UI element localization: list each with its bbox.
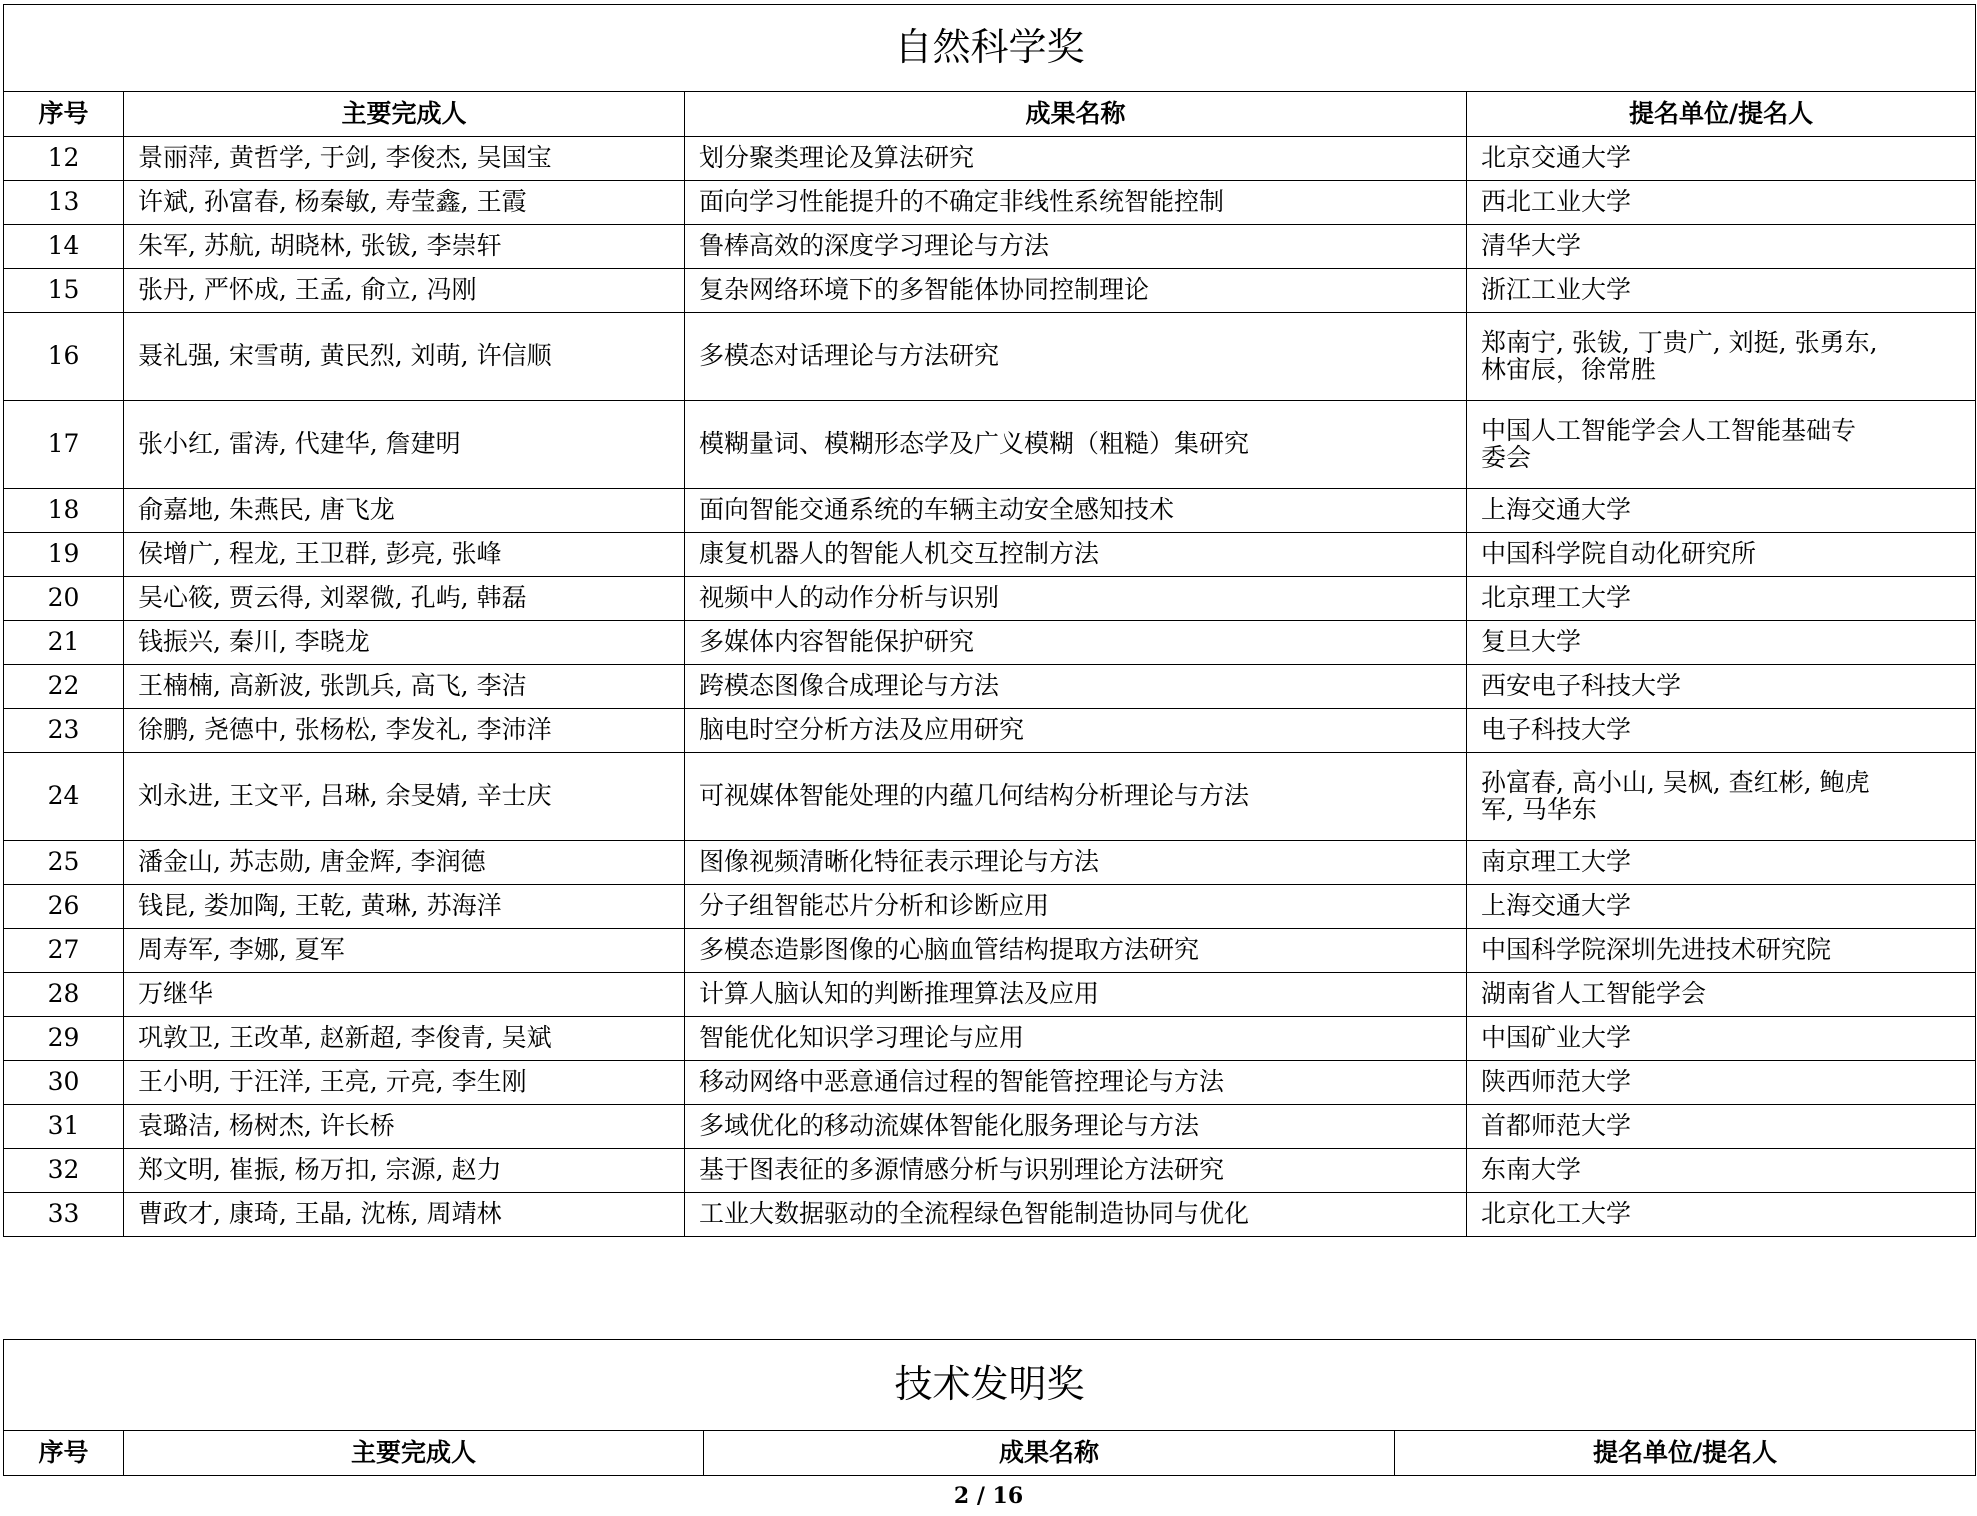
row-number: 33 <box>4 1193 124 1237</box>
row-people: 王小明, 于汪洋, 王亮, 亓亮, 李生刚 <box>124 1061 685 1105</box>
row-number: 29 <box>4 1017 124 1061</box>
nominator-line: 军, 马华东 <box>1481 794 1597 824</box>
table-row <box>4 1017 1976 1061</box>
header-no: 序号 <box>4 92 124 137</box>
table-row <box>4 621 1976 665</box>
row-number: 28 <box>4 973 124 1017</box>
table-row <box>4 841 1976 885</box>
row-nominator: 北京交通大学 <box>1467 137 1976 181</box>
row-nominator <box>1467 401 1976 489</box>
row-nominator: 中国矿业大学 <box>1467 1017 1976 1061</box>
row-number: 24 <box>4 753 124 841</box>
header-nominator: 提名单位/提名人 <box>1395 1431 1976 1476</box>
table-row <box>4 401 1976 489</box>
row-people: 朱军, 苏航, 胡晓林, 张钹, 李崇轩 <box>124 225 685 269</box>
row-people: 周寿军, 李娜, 夏军 <box>124 929 685 973</box>
row-number: 32 <box>4 1149 124 1193</box>
row-number: 19 <box>4 533 124 577</box>
row-nominator: 西安电子科技大学 <box>1467 665 1976 709</box>
row-nominator: 中国科学院自动化研究所 <box>1467 533 1976 577</box>
row-result: 图像视频清晰化特征表示理论与方法 <box>685 841 1467 885</box>
table-row <box>4 665 1976 709</box>
row-number: 18 <box>4 489 124 533</box>
row-people: 钱昆, 娄加陶, 王乾, 黄琳, 苏海洋 <box>124 885 685 929</box>
row-result: 跨模态图像合成理论与方法 <box>685 665 1467 709</box>
row-nominator: 南京理工大学 <box>1467 841 1976 885</box>
header-people: 主要完成人 <box>124 92 685 137</box>
row-number: 17 <box>4 401 124 489</box>
table-row <box>4 181 1976 225</box>
row-people: 曹政才, 康琦, 王晶, 沈栋, 周靖林 <box>124 1193 685 1237</box>
natural-science-award-table <box>3 4 1976 1237</box>
row-result: 智能优化知识学习理论与应用 <box>685 1017 1467 1061</box>
row-result: 康复机器人的智能人机交互控制方法 <box>685 533 1467 577</box>
header-result: 成果名称 <box>685 92 1467 137</box>
row-nominator: 上海交通大学 <box>1467 885 1976 929</box>
table-row <box>4 929 1976 973</box>
row-result: 多模态造影图像的心脑血管结构提取方法研究 <box>685 929 1467 973</box>
row-people: 聂礼强, 宋雪萌, 黄民烈, 刘萌, 许信顺 <box>124 313 685 401</box>
row-nominator: 首都师范大学 <box>1467 1105 1976 1149</box>
technology-invention-award-table <box>3 1339 1976 1476</box>
table-row <box>4 313 1976 401</box>
row-people: 钱振兴, 秦川, 李晓龙 <box>124 621 685 665</box>
row-number: 26 <box>4 885 124 929</box>
row-result: 划分聚类理论及算法研究 <box>685 137 1467 181</box>
row-result: 多模态对话理论与方法研究 <box>685 313 1467 401</box>
row-nominator: 西北工业大学 <box>1467 181 1976 225</box>
table-header-row <box>4 92 1976 137</box>
row-result: 脑电时空分析方法及应用研究 <box>685 709 1467 753</box>
row-people: 张小红, 雷涛, 代建华, 詹建明 <box>124 401 685 489</box>
row-result: 可视媒体智能处理的内蕴几何结构分析理论与方法 <box>685 753 1467 841</box>
row-people: 巩敦卫, 王改革, 赵新超, 李俊青, 吴斌 <box>124 1017 685 1061</box>
row-number: 20 <box>4 577 124 621</box>
row-people: 刘永进, 王文平, 吕琳, 余旻婧, 辛士庆 <box>124 753 685 841</box>
row-people: 徐鹏, 尧德中, 张杨松, 李发礼, 李沛洋 <box>124 709 685 753</box>
row-nominator: 北京化工大学 <box>1467 1193 1976 1237</box>
row-number: 23 <box>4 709 124 753</box>
table-row <box>4 1193 1976 1237</box>
row-nominator: 中国科学院深圳先进技术研究院 <box>1467 929 1976 973</box>
section-title: 自然科学奖 <box>4 5 1976 92</box>
row-number: 21 <box>4 621 124 665</box>
row-people: 潘金山, 苏志勋, 唐金辉, 李润德 <box>124 841 685 885</box>
table-row <box>4 709 1976 753</box>
row-nominator: 清华大学 <box>1467 225 1976 269</box>
row-people: 袁璐洁, 杨树杰, 许长桥 <box>124 1105 685 1149</box>
row-nominator: 北京理工大学 <box>1467 577 1976 621</box>
row-result: 面向智能交通系统的车辆主动安全感知技术 <box>685 489 1467 533</box>
row-nominator: 复旦大学 <box>1467 621 1976 665</box>
row-nominator: 湖南省人工智能学会 <box>1467 973 1976 1017</box>
row-people: 郑文明, 崔振, 杨万扣, 宗源, 赵力 <box>124 1149 685 1193</box>
row-nominator: 上海交通大学 <box>1467 489 1976 533</box>
row-people: 吴心筱, 贾云得, 刘翠微, 孔屿, 韩磊 <box>124 577 685 621</box>
row-result: 移动网络中恶意通信过程的智能管控理论与方法 <box>685 1061 1467 1105</box>
row-number: 15 <box>4 269 124 313</box>
row-people: 景丽萍, 黄哲学, 于剑, 李俊杰, 吴国宝 <box>124 137 685 181</box>
row-result: 复杂网络环境下的多智能体协同控制理论 <box>685 269 1467 313</box>
section-title: 技术发明奖 <box>4 1340 1976 1431</box>
table-row <box>4 1061 1976 1105</box>
nominator-line: 林宙辰，徐常胜 <box>1481 354 1657 384</box>
table-row <box>4 1149 1976 1193</box>
row-people: 万继华 <box>124 973 685 1017</box>
row-nominator: 陕西师范大学 <box>1467 1061 1976 1105</box>
table-row <box>4 577 1976 621</box>
row-number: 14 <box>4 225 124 269</box>
table-row <box>4 269 1976 313</box>
row-number: 27 <box>4 929 124 973</box>
row-people: 张丹, 严怀成, 王孟, 俞立, 冯刚 <box>124 269 685 313</box>
row-people: 王楠楠, 高新波, 张凯兵, 高飞, 李洁 <box>124 665 685 709</box>
row-result: 面向学习性能提升的不确定非线性系统智能控制 <box>685 181 1467 225</box>
row-nominator <box>1467 753 1976 841</box>
row-result: 鲁棒高效的深度学习理论与方法 <box>685 225 1467 269</box>
table-row <box>4 885 1976 929</box>
row-result: 多媒体内容智能保护研究 <box>685 621 1467 665</box>
row-result: 模糊量词、模糊形态学及广义模糊（粗糙）集研究 <box>685 401 1467 489</box>
row-nominator: 电子科技大学 <box>1467 709 1976 753</box>
row-number: 22 <box>4 665 124 709</box>
table-row <box>4 1105 1976 1149</box>
row-result: 多域优化的移动流媒体智能化服务理论与方法 <box>685 1105 1467 1149</box>
table-header-row <box>4 1431 1976 1476</box>
row-nominator: 东南大学 <box>1467 1149 1976 1193</box>
table-row <box>4 137 1976 181</box>
table-row <box>4 225 1976 269</box>
row-number: 13 <box>4 181 124 225</box>
table-row <box>4 533 1976 577</box>
header-nominator: 提名单位/提名人 <box>1467 92 1976 137</box>
row-number: 30 <box>4 1061 124 1105</box>
row-people: 侯增广, 程龙, 王卫群, 彭亮, 张峰 <box>124 533 685 577</box>
row-number: 31 <box>4 1105 124 1149</box>
row-people: 俞嘉地, 朱燕民, 唐飞龙 <box>124 489 685 533</box>
row-number: 12 <box>4 137 124 181</box>
header-result: 成果名称 <box>704 1431 1395 1476</box>
table-row <box>4 489 1976 533</box>
row-result: 分子组智能芯片分析和诊断应用 <box>685 885 1467 929</box>
row-number: 16 <box>4 313 124 401</box>
nominator-line: 郑南宁, 张钹, 丁贵广, 刘挺, 张勇东, <box>1481 328 1878 358</box>
row-result: 基于图表征的多源情感分析与识别理论方法研究 <box>685 1149 1467 1193</box>
table-row <box>4 753 1976 841</box>
row-people: 许斌, 孙富春, 杨秦敏, 寿莹鑫, 王霞 <box>124 181 685 225</box>
nominator-line: 委会 <box>1481 442 1532 472</box>
row-result: 计算人脑认知的判断推理算法及应用 <box>685 973 1467 1017</box>
nominator-line: 孙富春, 高小山, 吴枫, 查红彬, 鲍虎 <box>1481 768 1870 798</box>
table-row <box>4 973 1976 1017</box>
header-people: 主要完成人 <box>124 1431 704 1476</box>
row-number: 25 <box>4 841 124 885</box>
row-nominator <box>1467 313 1976 401</box>
row-nominator: 浙江工业大学 <box>1467 269 1976 313</box>
row-result: 视频中人的动作分析与识别 <box>685 577 1467 621</box>
header-no: 序号 <box>4 1431 124 1476</box>
row-result: 工业大数据驱动的全流程绿色智能制造协同与优化 <box>685 1193 1467 1237</box>
nominator-line: 中国人工智能学会人工智能基础专 <box>1481 416 1857 446</box>
page-number: 2 / 16 <box>953 1483 1024 1509</box>
